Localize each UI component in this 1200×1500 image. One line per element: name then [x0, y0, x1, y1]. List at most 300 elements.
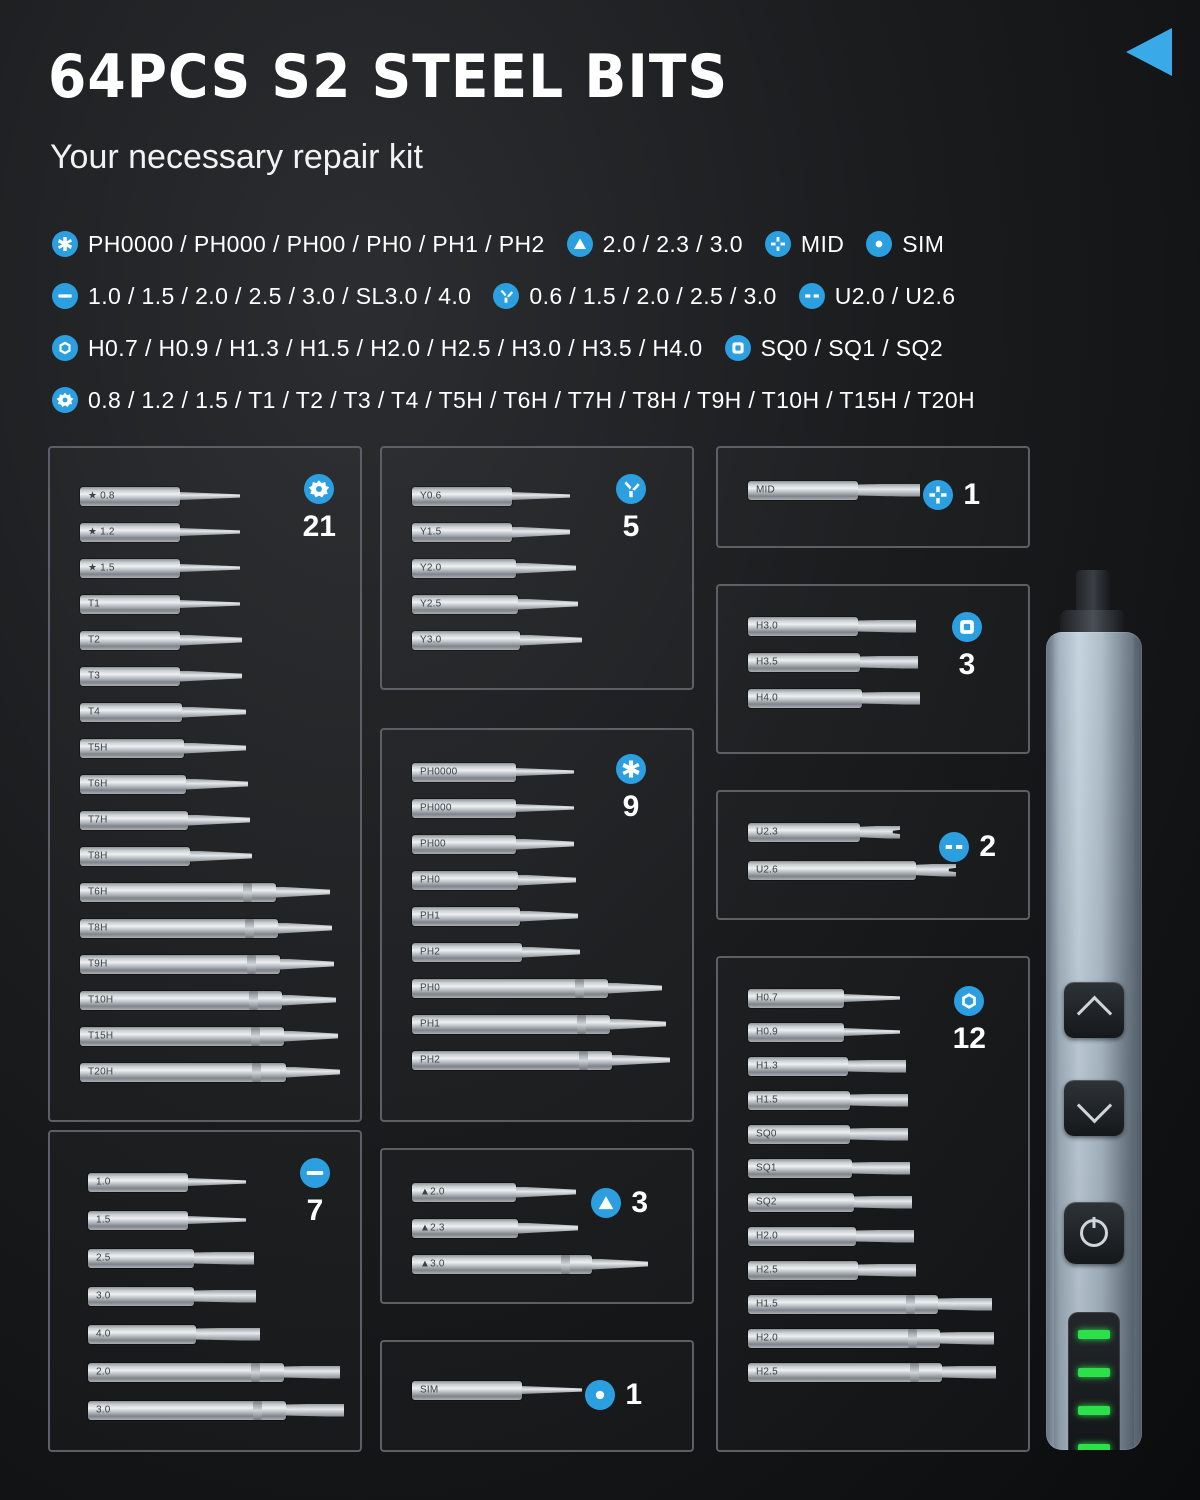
bit-row	[88, 1324, 260, 1344]
bit-tip	[942, 1366, 996, 1379]
torx-icon	[304, 474, 334, 504]
bit-row	[80, 702, 246, 722]
bit-row	[412, 1254, 648, 1274]
bit-row	[80, 594, 240, 614]
bit-tip	[286, 1067, 340, 1078]
panel-slotted-count	[300, 1158, 330, 1228]
bit-tip	[612, 1055, 670, 1066]
legend-text: 2.0 / 2.3 / 3.0	[602, 230, 743, 257]
bit-label: 3.0	[96, 1404, 111, 1416]
bit-row	[88, 1172, 246, 1192]
bit-shank	[748, 1193, 854, 1212]
bit-row	[748, 988, 900, 1008]
bit-label: H2.5	[756, 1366, 778, 1378]
bit-shank	[80, 811, 188, 830]
bit-label: H1.5	[756, 1094, 778, 1106]
bit-label: ▲2.0	[420, 1186, 445, 1198]
bit-row	[88, 1286, 256, 1306]
bit-tip	[516, 804, 574, 812]
bit-shank	[412, 631, 520, 650]
bit-shank	[80, 955, 280, 974]
bit-tip	[938, 1298, 992, 1311]
bit-row	[748, 1328, 994, 1348]
panel-mid	[716, 446, 1030, 548]
bit-label: T5H	[88, 742, 108, 754]
bit-label: T8H	[88, 922, 108, 934]
bit-tip	[276, 887, 330, 898]
bit-label: T6H	[88, 886, 108, 898]
bit-row	[88, 1400, 344, 1420]
bit-label: T9H	[88, 958, 108, 970]
panel-tripoint-count	[616, 474, 646, 544]
bit-label: H2.0	[756, 1332, 778, 1344]
bit-tip	[518, 875, 576, 886]
panel-sim	[380, 1340, 694, 1452]
bit-label: Y2.5	[420, 598, 442, 610]
bit-row	[412, 870, 576, 890]
legend-group-phillips	[52, 231, 545, 258]
bit-shank	[748, 1363, 942, 1382]
bit-shank	[80, 523, 180, 542]
legend-text: MID	[800, 230, 845, 257]
bit-row	[88, 1248, 254, 1268]
legend-group-slotted	[52, 283, 471, 310]
bit-shank	[80, 631, 180, 650]
bit-shank	[412, 1051, 612, 1070]
bit-tip	[844, 1028, 900, 1036]
chevron-down-icon	[1076, 1087, 1111, 1122]
bit-row	[412, 942, 580, 962]
count-value: 21	[302, 510, 336, 543]
bit-shank	[748, 989, 844, 1008]
bit-tip	[858, 620, 916, 633]
bit-row	[412, 1050, 670, 1070]
bit-tip	[180, 564, 240, 572]
bit-tip	[186, 779, 248, 790]
bit-shank	[88, 1325, 196, 1344]
bit-label: H0.9	[756, 1026, 778, 1038]
phillips-icon	[52, 231, 78, 257]
bit-row	[748, 1362, 996, 1382]
bit-shank	[88, 1211, 188, 1230]
bit-row	[412, 1380, 582, 1400]
bit-shank	[412, 871, 518, 890]
legend-text: 0.6 / 1.5 / 2.0 / 2.5 / 3.0	[529, 282, 777, 309]
bit-tip	[180, 635, 242, 646]
bit-tip	[608, 983, 662, 994]
bit-row	[80, 954, 334, 974]
bit-tip	[282, 995, 336, 1006]
bit-tip	[522, 947, 580, 958]
reverse-button[interactable]	[1064, 1080, 1124, 1136]
bit-shank	[412, 763, 516, 782]
bit-label: T20H	[88, 1066, 114, 1078]
panel-hex	[716, 956, 1030, 1452]
bit-tip	[610, 1019, 666, 1030]
bit-tip	[516, 768, 574, 776]
tripoint-icon	[493, 283, 519, 309]
phillips-icon	[616, 754, 646, 784]
bit-row	[748, 1124, 908, 1144]
bit-label: ▲2.3	[420, 1222, 445, 1234]
bit-label: Y0.6	[420, 490, 442, 502]
bit-row	[748, 1022, 900, 1042]
bit-shank	[412, 979, 608, 998]
bit-label: SQ2	[756, 1196, 777, 1208]
bit-row	[80, 774, 248, 794]
bit-tip	[180, 671, 242, 682]
bit-tip	[196, 1328, 260, 1341]
legend-text: PH0000 / PH000 / PH00 / PH0 / PH1 / PH2	[88, 230, 545, 257]
power-icon	[1080, 1219, 1108, 1247]
bit-tip	[860, 656, 918, 669]
bit-row	[80, 630, 242, 650]
bit-row	[412, 594, 578, 614]
triangle-icon	[567, 231, 593, 257]
legend-group-sim	[866, 231, 944, 258]
bit-row	[748, 1192, 912, 1212]
bit-row	[748, 1090, 908, 1110]
legend-text: H0.7 / H0.9 / H1.3 / H1.5 / H2.0 / H2.5 / H3.0 / H3.5 / H4.0	[88, 334, 703, 361]
bit-shank	[748, 1125, 850, 1144]
bit-label: T10H	[88, 994, 114, 1006]
bit-shank	[88, 1287, 194, 1306]
legend-text: SIM	[902, 230, 945, 257]
bit-shank	[80, 487, 180, 506]
bit-label: PH1	[420, 1018, 441, 1030]
bit-tip	[188, 815, 250, 826]
bit-row	[748, 860, 956, 880]
panel-triangle-count	[591, 1186, 648, 1220]
chevron-up-icon	[1076, 995, 1111, 1030]
bit-row	[412, 522, 570, 542]
bit-label: PH000	[420, 802, 452, 814]
bit-label: T3	[88, 670, 101, 682]
count-value: 9	[622, 790, 640, 823]
bit-shank	[412, 943, 522, 962]
bit-shank	[88, 1173, 188, 1192]
bit-shank	[88, 1401, 286, 1420]
bit-shank	[748, 823, 860, 842]
bit-label: 3.0	[96, 1290, 111, 1302]
bit-tip	[852, 1162, 910, 1175]
bit-tip	[180, 492, 240, 500]
legend-group-hex	[52, 335, 703, 362]
bit-label: T6H	[88, 778, 108, 790]
bit-tip	[520, 911, 578, 922]
bit-shank	[80, 1027, 284, 1046]
led-indicator	[1078, 1444, 1110, 1450]
bit-tip	[184, 743, 246, 754]
bit-shank	[748, 1159, 852, 1178]
bit-tip	[518, 1223, 578, 1234]
bit-shank	[748, 689, 862, 708]
bit-row	[748, 652, 918, 672]
bit-shank	[748, 653, 860, 672]
bit-shank	[80, 919, 278, 938]
corner-triangle-icon	[1126, 28, 1172, 76]
panel-triangle	[380, 1148, 694, 1304]
legend-row	[52, 322, 1152, 374]
legend-group-torx	[52, 387, 975, 414]
bit-shank	[748, 1091, 850, 1110]
bit-shank	[748, 861, 916, 880]
bit-tip	[188, 1178, 246, 1186]
bit-label: T2	[88, 634, 101, 646]
bit-row	[80, 882, 330, 902]
bit-label: 2.5	[96, 1252, 111, 1264]
bit-label: SQ1	[756, 1162, 777, 1174]
bit-shank	[80, 847, 190, 866]
legend-row	[52, 218, 1152, 270]
bit-tip	[180, 600, 240, 608]
bit-shank	[80, 775, 186, 794]
bit-row	[748, 616, 916, 636]
bit-row	[80, 1062, 340, 1082]
electric-screwdriver	[1046, 570, 1142, 1450]
count-value: 3	[631, 1186, 648, 1219]
bit-row	[412, 798, 574, 818]
bit-shank	[80, 595, 180, 614]
count-value: 1	[625, 1378, 642, 1411]
panel-slotted	[48, 1130, 362, 1452]
bit-row	[412, 558, 576, 578]
bit-tip	[516, 563, 576, 574]
bit-label: PH0	[420, 874, 441, 886]
triangle-icon	[591, 1188, 621, 1218]
bit-label: PH0000	[420, 766, 458, 778]
bit-tip	[512, 527, 570, 538]
bit-tip	[520, 635, 582, 646]
bit-shank	[412, 835, 516, 854]
panel-tripoint	[380, 446, 694, 690]
bit-row	[80, 810, 250, 830]
tripoint-icon	[616, 474, 646, 504]
bit-shank	[80, 667, 180, 686]
bit-shank	[412, 487, 512, 506]
panel-phillips-count	[616, 754, 646, 824]
panel-ubit	[716, 790, 1030, 920]
bit-row	[412, 1182, 576, 1202]
bit-label: H4.0	[756, 692, 778, 704]
bit-label: ★ 1.2	[88, 526, 115, 538]
bit-shank	[88, 1249, 194, 1268]
bit-label: PH2	[420, 946, 441, 958]
bit-shank	[412, 559, 516, 578]
bit-tip	[516, 1187, 576, 1198]
bit-label: PH0	[420, 982, 441, 994]
sim-icon	[585, 1380, 615, 1410]
bit-tip	[284, 1031, 338, 1042]
bit-tip	[844, 994, 900, 1002]
count-value: 3	[958, 648, 976, 681]
square-icon	[725, 335, 751, 361]
hex-icon	[52, 335, 78, 361]
bit-shank	[80, 1063, 286, 1082]
bit-shank	[748, 1295, 938, 1314]
power-button[interactable]	[1064, 1202, 1124, 1264]
bit-label: H0.7	[756, 992, 778, 1004]
legend-text: 0.8 / 1.2 / 1.5 / T1 / T2 / T3 / T4 / T5H / T6H / T7H / T8H / T9H / T10H / T15H / T20H	[88, 386, 976, 413]
bit-shank	[748, 1329, 940, 1348]
bit-shank	[748, 481, 858, 500]
bit-row	[80, 918, 332, 938]
panel-square-count	[952, 612, 982, 682]
bit-tip	[858, 1264, 916, 1277]
slotted-icon	[52, 283, 78, 309]
bit-label: 1.0	[96, 1176, 111, 1188]
bit-row	[748, 480, 920, 500]
bit-label: U2.6	[756, 864, 778, 876]
bit-shank	[412, 1255, 592, 1274]
bit-tip	[278, 923, 332, 934]
bit-label: ★ 0.8	[88, 490, 115, 502]
sim-icon	[866, 231, 892, 257]
bit-shank	[80, 559, 180, 578]
bit-tip	[284, 1366, 340, 1379]
panel-mid-count	[923, 478, 980, 512]
led-indicator	[1078, 1406, 1110, 1415]
legend	[52, 218, 1152, 426]
led-indicator	[1078, 1330, 1110, 1339]
bit-label: Y3.0	[420, 634, 442, 646]
panel-torx	[48, 446, 362, 1122]
bit-shank	[748, 1057, 848, 1076]
bit-tip	[848, 1060, 906, 1073]
legend-group-mid	[765, 231, 844, 258]
bit-row	[748, 1260, 916, 1280]
battery-led-panel	[1068, 1312, 1120, 1450]
bit-label: T7H	[88, 814, 108, 826]
bit-row	[412, 906, 578, 926]
bit-label: H3.5	[756, 656, 778, 668]
ubit-icon	[799, 283, 825, 309]
bit-shank	[80, 703, 182, 722]
bit-row	[412, 486, 570, 506]
bit-row	[412, 1014, 666, 1034]
legend-group-square	[725, 335, 943, 362]
bit-shank	[88, 1363, 284, 1382]
bit-shank	[412, 1183, 516, 1202]
bit-tip	[194, 1252, 254, 1265]
legend-row	[52, 270, 1152, 322]
bit-shank	[412, 523, 512, 542]
bit-shank	[412, 799, 516, 818]
bit-shank	[412, 595, 518, 614]
bit-row	[748, 1226, 914, 1246]
bit-shank	[748, 1261, 858, 1280]
bit-label: ▲3.0	[420, 1258, 445, 1270]
panel-phillips	[380, 728, 694, 1122]
forward-button[interactable]	[1064, 982, 1124, 1038]
count-value: 12	[952, 1022, 986, 1055]
bit-shank	[412, 907, 520, 926]
bit-shank	[80, 991, 282, 1010]
bit-row	[412, 630, 582, 650]
bit-tip	[180, 528, 240, 536]
hex-icon	[954, 986, 984, 1016]
bit-label: H3.0	[756, 620, 778, 632]
bit-label: H1.5	[756, 1298, 778, 1310]
bit-row	[80, 846, 252, 866]
count-value: 7	[306, 1194, 324, 1227]
bit-shank	[412, 1015, 610, 1034]
bit-row	[412, 978, 662, 998]
bit-tip	[194, 1290, 256, 1303]
panel-square	[716, 584, 1030, 754]
bit-tip	[858, 484, 920, 497]
bit-label: H2.5	[756, 1264, 778, 1276]
panel-torx-count	[303, 474, 336, 544]
bit-row	[412, 1218, 578, 1238]
panel-hex-count	[953, 986, 986, 1056]
bit-row	[80, 666, 242, 686]
bit-row	[80, 558, 240, 578]
mid-icon	[923, 480, 953, 510]
bit-label: MID	[756, 484, 775, 496]
bit-label: 4.0	[96, 1328, 111, 1340]
legend-group-triangle	[567, 231, 743, 258]
bit-label: ★ 1.5	[88, 562, 115, 574]
legend-text: U2.0 / U2.6	[834, 282, 956, 309]
bit-tip	[516, 839, 574, 850]
bit-tip	[856, 1230, 914, 1243]
count-value: 5	[622, 510, 640, 543]
bit-shank	[412, 1381, 522, 1400]
bit-tip	[854, 1196, 912, 1209]
bit-tip	[190, 851, 252, 862]
mid-icon	[765, 231, 791, 257]
bit-row	[412, 762, 574, 782]
slotted-icon	[300, 1158, 330, 1188]
legend-text: SQ0 / SQ1 / SQ2	[760, 334, 944, 361]
count-value: 2	[979, 830, 996, 863]
legend-group-tripoint	[493, 283, 776, 310]
panel-ubit-count	[939, 830, 996, 864]
bit-row	[80, 990, 336, 1010]
legend-group-ubit	[799, 283, 956, 310]
bit-label: PH1	[420, 910, 441, 922]
bit-label: T4	[88, 706, 101, 718]
bit-tip	[860, 826, 900, 839]
bit-row	[748, 822, 900, 842]
bit-label: H2.0	[756, 1230, 778, 1242]
bit-row	[80, 1026, 338, 1046]
bit-label: Y1.5	[420, 526, 442, 538]
bit-row	[748, 688, 920, 708]
page-subtitle: Your necessary repair kit	[50, 138, 423, 176]
driver-body	[1046, 632, 1142, 1450]
bit-label: T15H	[88, 1030, 114, 1042]
bit-row	[80, 738, 246, 758]
ubit-icon	[939, 832, 969, 862]
bit-tip	[862, 692, 920, 705]
bit-label: H1.3	[756, 1060, 778, 1072]
bit-tip	[188, 1216, 246, 1224]
square-icon	[952, 612, 982, 642]
bit-tip	[940, 1332, 994, 1345]
bit-tip	[182, 707, 246, 718]
bit-label: PH00	[420, 838, 446, 850]
torx-icon	[52, 387, 78, 413]
legend-text: 1.0 / 1.5 / 2.0 / 2.5 / 3.0 / SL3.0 / 4.0	[88, 282, 472, 309]
led-indicator	[1078, 1368, 1110, 1377]
bit-shank	[80, 883, 276, 902]
bit-row	[80, 522, 240, 542]
bit-tip	[512, 492, 570, 500]
bit-shank	[748, 1023, 844, 1042]
bit-row	[88, 1362, 340, 1382]
